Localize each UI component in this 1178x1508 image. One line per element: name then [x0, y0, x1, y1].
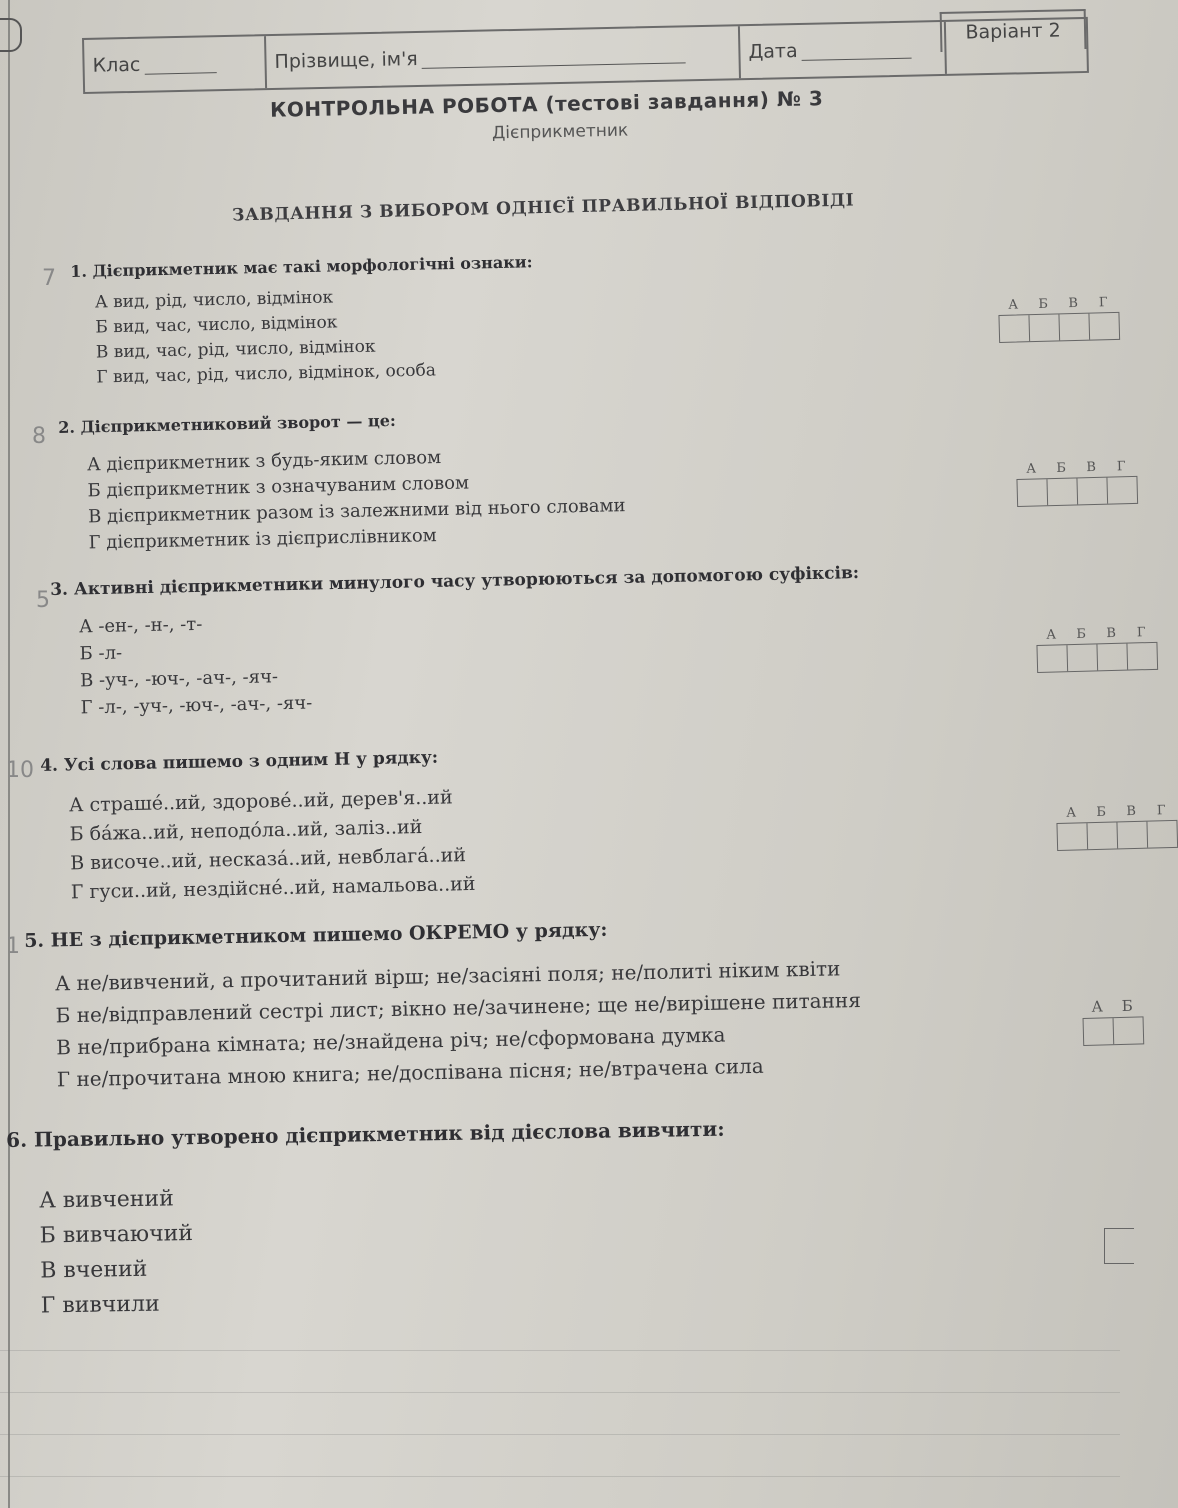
answer-cell[interactable] [1037, 645, 1068, 672]
answer-cell[interactable] [1059, 314, 1090, 341]
date-field [740, 22, 947, 78]
question-6-option-c: В вчений [40, 1256, 148, 1284]
question-5-option-a: А не/вивчений, а прочитаний вірш; не/засіяні поля; не/политі ніким квіти [54, 956, 841, 996]
question-3-text: 3. Активні дієприкметники минулого часу утворюються за допомогою суфіксів: [50, 563, 860, 600]
section-title: ЗАВДАННЯ З ВИБОРОМ ОДНІЄЇ ПРАВИЛЬНОЇ ВІДПОВІДІ [231, 190, 855, 226]
question-6 [6, 1117, 728, 1324]
page-title: КОНТРОЛЬНА РОБОТА (тестові завдання) № 3 [269, 86, 824, 122]
question-5-option-b: Б не/відправлений сестрі лист; вікно не/зачинене; ще не/вирішене питання [55, 987, 862, 1028]
question-1-option-d: Г вид, час, рід, число, відмінок, особа [96, 360, 437, 388]
handwritten-mark: 5 [36, 588, 50, 613]
question-5 [24, 914, 862, 1096]
question-4-option-d: Г гуси..ий, нездійснé..ий, намальова..ий [70, 872, 476, 904]
question-1-option-a: А вид, рід, число, відмінок [94, 287, 334, 313]
answer-cell[interactable] [1084, 1018, 1115, 1045]
ruled-line [0, 1434, 1120, 1435]
answer-cell[interactable] [1047, 478, 1078, 505]
ruled-line [0, 1476, 1120, 1477]
name-label: Прізвище, ім'я [274, 47, 418, 73]
answer-cell[interactable] [1117, 822, 1148, 849]
answer-cell[interactable] [1017, 479, 1048, 506]
date-label: Дата [748, 40, 798, 64]
question-4-option-b: Б бáжа..ий, неподóла..ий, заліз..ий [69, 816, 423, 846]
question-5-option-d: Г не/прочитана мною книга; не/доспівана пісня; не/втрачена сила [56, 1053, 764, 1092]
question-5-option-c: В не/прибрана кімната; не/знайдена річ; не/сформована думка [56, 1022, 726, 1060]
question-4-option-c: В височе..ий, несказá..ий, невблагá..ий [70, 844, 467, 875]
page-corner-mark [0, 18, 22, 52]
ruled-line [0, 1350, 1120, 1351]
question-3-option-d: Г -л-, -уч-, -юч-, -ач-, -яч- [80, 692, 313, 719]
question-6-text: 6. Правильно утворено дієприкметник від дієслова вивчити: [6, 1116, 725, 1152]
question-2-option-b: Б дієприкметник з означуваним словом [87, 472, 470, 502]
question-3-option-b: Б -л- [79, 642, 123, 665]
handwritten-mark: 8 [32, 424, 46, 449]
answer-cell[interactable] [1089, 313, 1119, 340]
question-3-option-a: А -ен-, -н-, -т- [78, 613, 203, 638]
question-1 [70, 252, 535, 391]
handwritten-mark: 7 [42, 266, 56, 291]
answer-grid-5: А Б [1082, 996, 1144, 1046]
question-2-option-a: А дієприкметник з будь-яким словом [86, 446, 442, 476]
question-1-option-c: В вид, час, рід, число, відмінок [95, 336, 376, 363]
handwritten-mark: 1 [6, 934, 20, 959]
question-4 [40, 747, 476, 908]
answer-grid-2: А Б В Г [1016, 459, 1138, 507]
question-2-option-c: В дієприкметник разом із залежними від нього словами [87, 495, 626, 528]
name-field [266, 26, 741, 88]
question-2-text: 2. Дієприкметниковий зворот — це: [58, 410, 397, 437]
question-3-option-c: В -уч-, -юч-, -ач-, -яч- [79, 666, 279, 692]
answer-cell[interactable] [1127, 643, 1157, 670]
answer-cell[interactable] [999, 315, 1030, 342]
question-3 [50, 563, 862, 722]
answer-grid-4: А Б В Г [1056, 803, 1178, 851]
question-6-option-a: А вивчений [38, 1186, 174, 1214]
class-field [84, 36, 267, 92]
answer-cell[interactable] [1105, 1229, 1134, 1263]
answer-cell[interactable] [1114, 1017, 1144, 1044]
answer-cell[interactable] [1077, 478, 1108, 505]
question-4-option-a: А страшé..ий, здоровé..ий, дерев'я..ий [68, 786, 453, 817]
answer-grid-6 [1104, 1226, 1134, 1264]
answer-cell[interactable] [1067, 644, 1098, 671]
question-2-option-d: Г дієприкметник із дієприслівником [88, 525, 437, 554]
variant-badge: Варіант 2 [940, 9, 1087, 52]
answer-cell[interactable] [1097, 644, 1128, 671]
question-1-text: 1. Дієприкметник має такі морфологічні ознаки: [70, 252, 533, 281]
answer-cell[interactable] [1029, 314, 1060, 341]
answer-grid-1: А Б В Г [998, 295, 1120, 343]
question-6-option-d: Г вивчили [40, 1291, 160, 1319]
class-label: Клас [92, 53, 141, 77]
handwritten-mark: 10 [6, 758, 34, 783]
ruled-line [0, 1392, 1120, 1393]
answer-cell[interactable] [1057, 823, 1088, 850]
answer-cell[interactable] [1147, 821, 1177, 848]
answer-cell[interactable] [1107, 477, 1137, 504]
question-6-option-b: Б вивчаючий [39, 1221, 194, 1249]
question-4-text: 4. Усі слова пишемо з одним Н у рядку: [40, 747, 439, 776]
page-subtitle: Дієприкметник [491, 120, 629, 144]
answer-cell[interactable] [1087, 822, 1118, 849]
answer-grid-3: А Б В Г [1036, 625, 1158, 673]
student-info-header [82, 17, 1089, 94]
question-1-option-b: Б вид, час, число, відмінок [95, 312, 338, 338]
question-5-text: 5. НЕ з дієприкметником пишемо ОКРЕМО у рядку: [24, 918, 608, 952]
question-2 [58, 406, 626, 557]
